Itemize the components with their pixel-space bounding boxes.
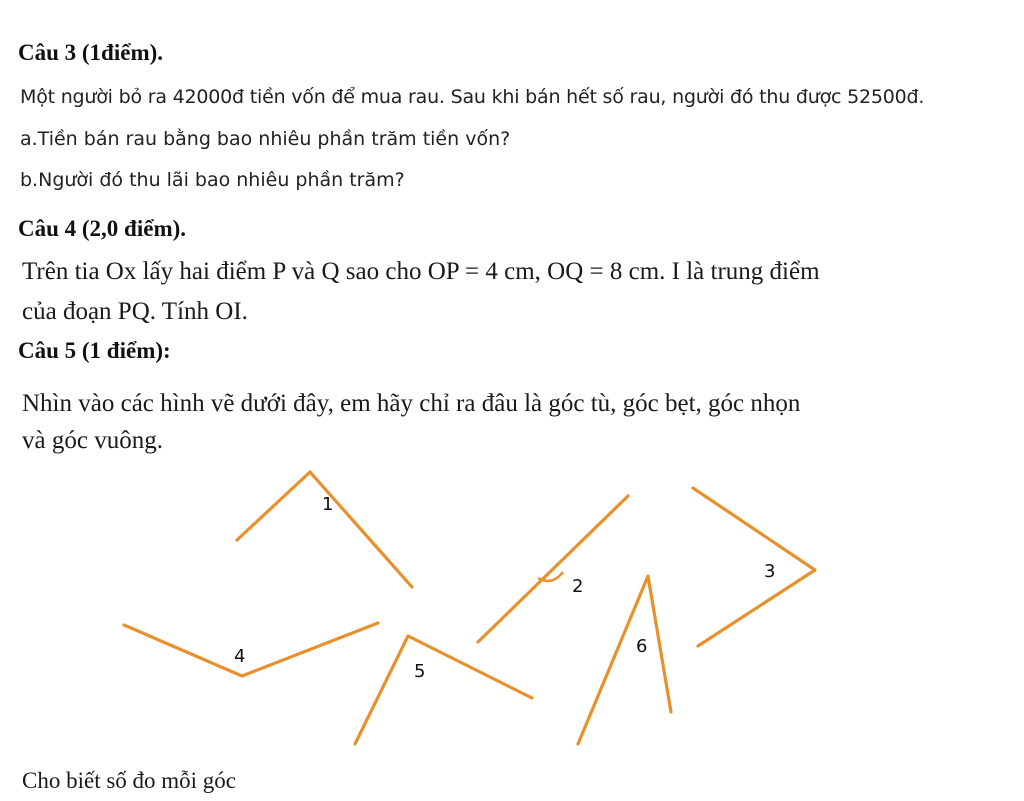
angle-6 bbox=[578, 576, 671, 744]
footer-text: Cho biết số đo mỗi góc bbox=[22, 768, 237, 793]
q3-title: Câu 3 (1điểm). bbox=[18, 40, 164, 65]
q4-line-2: của đoạn PQ. Tính OI. bbox=[22, 298, 248, 325]
q3-part-a: a.Tiền bán rau bằng bao nhiêu phần trăm tiền vốn? bbox=[20, 128, 511, 150]
q4-title: Câu 4 (2,0 điểm). bbox=[18, 216, 187, 241]
angle-3-label: 3 bbox=[764, 561, 776, 582]
angle-6-label: 6 bbox=[636, 636, 648, 657]
q5-title: Câu 5 (1 điểm): bbox=[18, 338, 171, 363]
q4-line-1: Trên tia Ox lấy hai điểm P và Q sao cho OP = 4 cm, OQ = 8 cm. I là trung điểm bbox=[22, 258, 820, 285]
angle-4 bbox=[124, 623, 378, 676]
q3-text: Một người bỏ ra 42000đ tiền vốn để mua rau. Sau khi bán hết số rau, người đó thu được 52500đ. bbox=[20, 86, 925, 108]
angle-2-label: 2 bbox=[572, 576, 584, 597]
angle-3 bbox=[693, 488, 815, 646]
angle-5-label: 5 bbox=[414, 661, 426, 682]
angle-figures bbox=[0, 460, 1024, 760]
q5-line-2: và góc vuông. bbox=[22, 427, 163, 454]
angle-1-label: 1 bbox=[322, 494, 334, 515]
q5-line-1: Nhìn vào các hình vẽ dưới đây, em hãy chỉ ra đâu là góc tù, góc bẹt, góc nhọn bbox=[22, 390, 801, 417]
angle-2 bbox=[478, 496, 628, 642]
angle-4-label: 4 bbox=[234, 646, 246, 667]
angle-1 bbox=[237, 472, 412, 587]
angle-5 bbox=[355, 636, 532, 744]
q3-part-b: b.Người đó thu lãi bao nhiêu phần trăm? bbox=[20, 169, 405, 191]
